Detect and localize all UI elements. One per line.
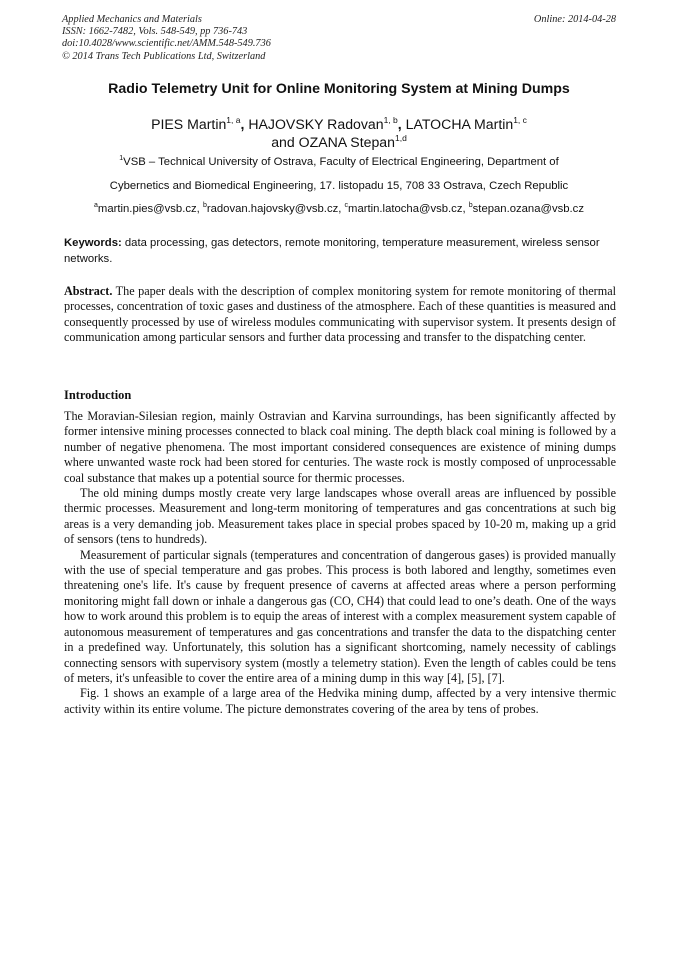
author-name: PIES Martin — [151, 116, 227, 132]
copyright-line: © 2014 Trans Tech Publications Ltd, Switzerland — [62, 50, 266, 62]
author-name: HAJOVSKY Radovan — [248, 116, 384, 132]
email-sup: b — [202, 202, 207, 209]
affiliation-text: VSB – Technical University of Ostrava, Faculty of Electrical Engineering, Department of — [123, 156, 559, 168]
author-affil-sup: 1, c — [513, 115, 527, 125]
journal-name: Applied Mechanics and Materials — [62, 14, 202, 25]
abstract — [64, 284, 616, 346]
author-name: LATOCHA Martin — [405, 116, 514, 132]
author-separator: , — [397, 116, 406, 132]
keywords — [64, 236, 616, 267]
affiliation-sup: 1 — [119, 155, 124, 162]
keywords-text: data processing, gas detectors, remote monitoring, temperature measurement, wireless sensor networks. — [64, 237, 600, 265]
journal-header — [62, 14, 618, 63]
author-list — [40, 115, 638, 151]
email-line — [40, 203, 638, 215]
issn-line: ISSN: 1662-7482, Vols. 548-549, pp 736-743 — [62, 26, 248, 38]
author-affil-sup: 1, b — [383, 115, 398, 125]
author-line-1 — [40, 115, 638, 133]
affiliation-line-1 — [40, 156, 638, 168]
paper-title: Radio Telemetry Unit for Online Monitoring System at Mining Dumps — [108, 81, 570, 97]
paragraph: The old mining dumps mostly create very large landscapes whose overall areas are influenced by possible thermic processes. Measurement and long-term monitoring of temperatures and gas concentrations at such big areas is a very demanding job. Measurement takes place in special probes spaced by 10-20 m, making up a grid of sensors (tens to hundreds). — [64, 486, 616, 547]
email-address: radovan.hajovsky@vsb.cz, — [206, 203, 345, 215]
email-sup: b — [468, 202, 473, 209]
paragraph: Measurement of particular signals (temperatures and concentration of dangerous gases) is provided manually with the use of special temperature and gas probes. This process is both labored and lengthy, sometimes even threatening one's life. It's cause by frequent presence of caverns at affected areas where a person performing monitoring might fall down or inhale a dangerous gas (CO, CH4) that could lead to one’s death. One of the ways how to work around this problem is to equip the areas of interest with a complex measurement system capable of autonomous measurement of temperatures and gas concentrations and transfer the data to the dispatching center in a predefined way. Unfortunately, this solution has a significant shortcoming, namely necessity of cablings connecting sensors with supervisory system (mostly a telemetry station). Even the length of cables could be tens of meters, it's unfeasible to cover the entire area of a mining dump in this way [4], [5], [7]. — [64, 547, 616, 685]
author-name: and OZANA Stepan — [271, 134, 395, 150]
online-date: Online: 2014-04-28 — [533, 14, 616, 25]
email-address: martin.pies@vsb.cz, — [97, 203, 203, 215]
paragraph: The Moravian-Silesian region, mainly Ostravian and Karvina surroundings, has been significantly affected by former intensive mining processes connected to black coal mining. The depth black coal mining is followed by a number of negative phenomena. The most important considered consequences are existence of mining dumps where unwanted waste rock had been stored for centuries. The waste rock is mostly composed of unprocessable coal substance that makes up a potential source for thermic processes. — [64, 409, 616, 485]
email-sup: c — [344, 202, 349, 209]
keywords-label: Keywords: — [64, 237, 122, 249]
paragraph: Fig. 1 shows an example of a large area of the Hedvika mining dump, affected by a very intensive thermic activity within its entire volume. The picture demonstrates covering of the area by tens of probes. — [64, 686, 616, 716]
introduction-heading: Introduction — [64, 388, 132, 402]
author-affil-sup: 1, a — [226, 115, 241, 125]
email-sup: a — [94, 202, 98, 209]
abstract-text: The paper deals with the description of complex monitoring system for remote monitoring of thermal processes, concentration of toxic gases and dustiness of the atmosphere. Each of these quantities is measured and consequently processed by use of wireless modules communicating with supervisor system. It presents design of communication among particular sensors and further data processing and transfer to the dispatching center. — [64, 284, 616, 345]
author-line-2 — [40, 133, 638, 151]
doi-line: doi:10.4028/www.scientific.net/AMM.548-549.736 — [62, 38, 271, 50]
author-affil-sup: 1,d — [394, 133, 407, 143]
introduction-body — [64, 409, 616, 717]
email-address: martin.latocha@vsb.cz, — [348, 203, 469, 215]
abstract-label: Abstract. — [64, 284, 113, 298]
email-address: stepan.ozana@vsb.cz — [472, 203, 584, 215]
affiliation-line-2: Cybernetics and Biomedical Engineering, 17. listopadu 15, 708 33 Ostrava, Czech Republic — [109, 180, 569, 192]
author-separator: , — [240, 116, 249, 132]
